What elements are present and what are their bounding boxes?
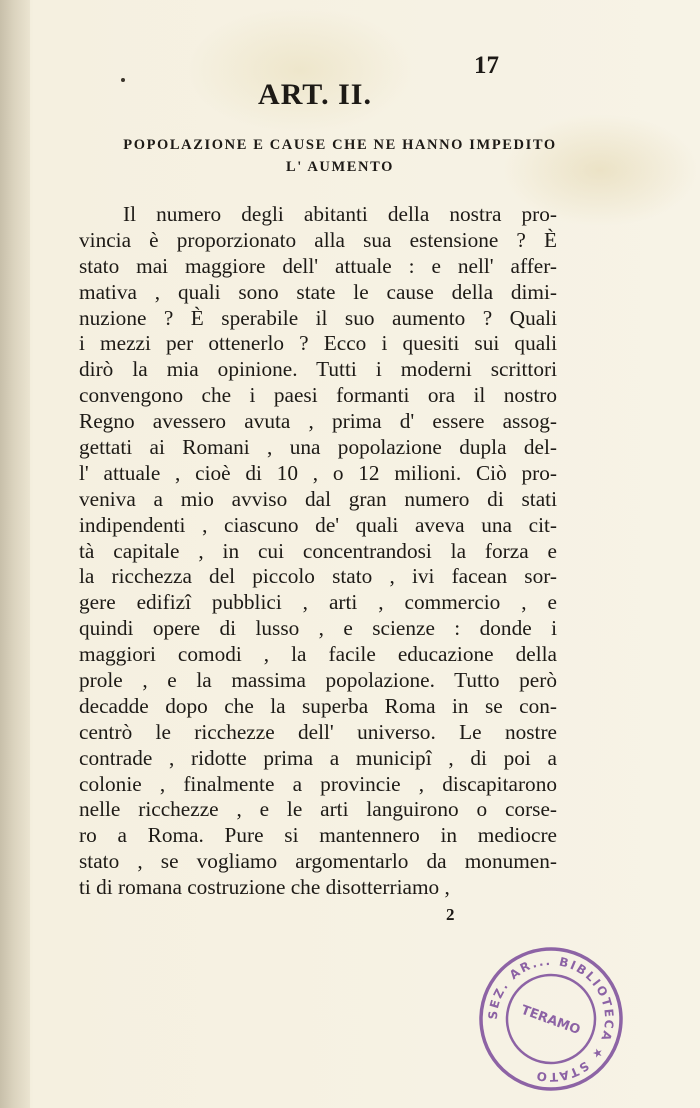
text-line: decadde dopo che la superba Roma in se con- xyxy=(79,693,557,718)
text-line: gettati ai Romani , una popolazione dupla del- xyxy=(79,435,557,460)
text-line: la ricchezza del piccolo stato , ivi facean sor- xyxy=(79,564,557,589)
text-line: gere edifizî pubblici , arti , commercio , e xyxy=(79,590,557,615)
text-line: i mezzi per ottenerlo ? Ecco i quesiti sui quali xyxy=(79,331,557,356)
ink-speck xyxy=(121,78,125,82)
text-line: l' attuale , cioè di 10 , o 12 milioni. Ciò pro- xyxy=(79,460,557,485)
text-line: stato mai maggiore dell' attuale : e nell' affer- xyxy=(79,253,557,278)
library-stamp xyxy=(476,944,626,1094)
subtitle-line: POPOLAZIONE E CAUSE CHE NE HANNO IMPEDITO xyxy=(123,137,557,153)
text-line: ro a Roma. Pure si mantennero in mediocre xyxy=(79,823,557,848)
body-paragraph xyxy=(79,202,557,901)
article-subtitle xyxy=(60,134,620,178)
stamp-outer-text: SEZ. AR... BIBLIOTECA ★ STATO xyxy=(485,953,617,1085)
signature-mark: 2 xyxy=(446,905,455,924)
text-line: centrò le ricchezze dell' universo. Le nostre xyxy=(79,719,557,744)
text-line: vincia è proporzionato alla sua estensione ? È xyxy=(79,227,557,252)
text-line: maggiori comodi , la facile educazione della xyxy=(79,642,557,667)
page-number: 17 xyxy=(474,52,499,79)
text-line: Regno avessero avuta , prima d' essere assog- xyxy=(79,409,557,434)
text-line: dirò la mia opinione. Tutti i moderni scrittori xyxy=(79,357,557,382)
text-line: prole , e la massima popolazione. Tutto però xyxy=(79,668,557,693)
text-line: ti di romana costruzione che disotterriamo , xyxy=(79,875,450,900)
article-title: ART. II. xyxy=(258,78,372,111)
text-line: contrade , ridotte prima a municipî , di poi a xyxy=(79,745,557,770)
text-line: nuzione ? È sperabile il suo aumento ? Quali xyxy=(79,305,557,330)
text-line: convengono che i paesi formanti ora il nostro xyxy=(79,383,557,408)
text-line: mativa , quali sono state le cause della dimi- xyxy=(79,279,557,304)
text-line: veniva a mio avviso dal gran numero di stati xyxy=(79,486,557,511)
stamp-center-text: TERAMO xyxy=(518,1002,583,1039)
text-line: nelle ricchezze , e le arti languirono o corse- xyxy=(79,797,557,822)
page-gutter xyxy=(0,0,30,1108)
text-line: colonie , finalmente a provincie , discapitarono xyxy=(79,771,557,796)
text-line: quindi opere di lusso , e scienze : donde i xyxy=(79,616,557,641)
text-line: indipendenti , ciascuno de' quali aveva una cit- xyxy=(79,512,557,537)
text-line: tà capitale , in cui concentrandosi la forza e xyxy=(79,538,557,563)
text-line: Il numero degli abitanti della nostra pro- xyxy=(123,202,557,226)
text-line: stato , se vogliamo argomentarlo da monumen- xyxy=(79,849,557,874)
subtitle-line: L' AUMENTO xyxy=(286,159,394,175)
